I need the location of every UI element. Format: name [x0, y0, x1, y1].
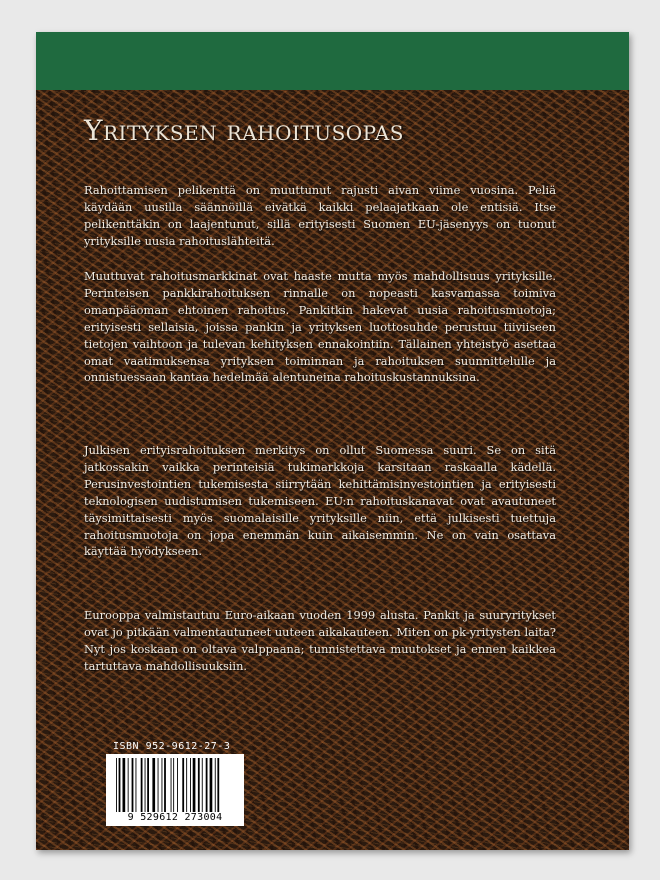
barcode-bar: [141, 758, 143, 812]
barcode-bar: [145, 758, 146, 812]
barcode-bar: [173, 758, 174, 812]
barcode-bar: [147, 758, 149, 812]
barcode-bars: [116, 758, 238, 812]
barcode-bar: [217, 758, 219, 812]
blurb-paragraph-2: Muuttuvat rahoitusmarkkinat ovat haaste mutta myös mahdollisuus yrityksille. Perinteisen pankkirahoituksen rinnalle on nopeasti kasvamassa toimiva omanpääoman ehtoinen rahoitus. Pankitkin hakevat uusia rahoitusmuotoja; erityisesti sellaisia, joissa pankin ja yrityksen luottosuhde perustuu tiiviiseen tietojen vaihtoon ja tulevan kehityksen ennakointiin. Tällainen yhteistyö asettaa omat vaatimuksensa yrityksen toiminnan ja rahoituksen suunnittelulle ja onnistuessaan kantaa hedelmää alentuneina rahoituskustannuksina.: [84, 269, 556, 385]
barcode-bar: [136, 758, 137, 812]
blurb-paragraph-1: Rahoittamisen pelikenttä on muuttunut rajusti aivan viime vuosina. Peliä käydään uusilla säännöillä eivätkä kaikki pelaajatkaan ole entisiä. Itse pelikenttäkin on laajentunut, sillä erityisesti Suomen EU-jäsenyys on tuonut yrityksille uusia rahoituslähteitä.: [84, 183, 556, 248]
barcode-bar: [132, 758, 134, 812]
barcode-bar: [119, 758, 121, 812]
barcode-bar: [152, 758, 155, 812]
barcode-bar: [198, 758, 200, 812]
barcode-bar: [158, 758, 159, 812]
barcode-bar: [202, 758, 203, 812]
book-back-cover: [36, 32, 629, 850]
green-top-stripe: [36, 32, 629, 90]
barcode-bar: [177, 758, 178, 812]
barcode-bar: [164, 758, 166, 812]
barcode-bar: [215, 758, 216, 812]
barcode: [106, 754, 244, 826]
barcode-bar: [190, 758, 191, 812]
isbn-label: ISBN 952-9612-27-3: [113, 741, 231, 752]
barcode-bar: [171, 758, 172, 812]
barcode-bar: [206, 758, 208, 812]
barcode-bar: [123, 758, 126, 812]
barcode-bar: [186, 758, 187, 812]
barcode-bar: [116, 758, 117, 812]
book-title: Yrityksen rahoitusopas: [84, 114, 404, 147]
blurb-paragraph-4: Eurooppa valmistautuu Euro-aikaan vuoden 1999 alusta. Pankit ja suuryritykset ovat jo pitkään valmentautuneet uuteen aikakauteen. Miten on pk-yritysten laita? Nyt jos koskaan on oltava valppaana; tunnistettava muutokset ja ennen kaikkea tartuttava mahdollisuuksiin.: [84, 608, 556, 673]
barcode-number: 9 529612 273004: [127, 812, 223, 823]
barcode-bar: [182, 758, 184, 812]
barcode-bar: [193, 758, 196, 812]
barcode-bar: [162, 758, 163, 812]
barcode-bar: [128, 758, 129, 812]
blurb-paragraph-3: Julkisen erityisrahoituksen merkitys on ollut Suomessa suuri. Se on sitä jatkossakin vaikka perinteisiä tukimarkkoja karsitaan raskaalla kädellä. Perusinvestointien tukemisesta siirrytään kehittämisinvestointien ja erityisesti teknologisen uudistumisen tukemiseen. EU:n rahoituskanavat ovat avautuneet täysimittaisesti myös suomalaisille yrityksille niin, että julkisesti tuettuja rahoitusmuotoja on jopa enemmän kuin aikaisemmin. Ne on vain osattava käyttää hyödykseen.: [84, 443, 556, 559]
barcode-bar: [210, 758, 213, 812]
